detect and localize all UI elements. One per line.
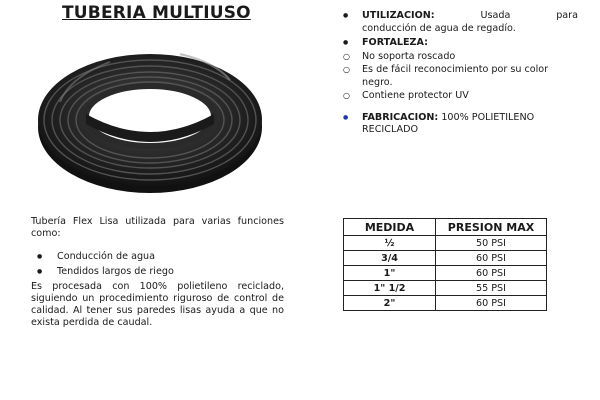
presion-cell: 50 PSI bbox=[436, 236, 547, 251]
presion-cell: 60 PSI bbox=[436, 266, 547, 281]
fortaleza-item bbox=[340, 37, 578, 50]
table-row bbox=[344, 296, 547, 311]
fortaleza-subitem: ○ Es de fácil reconocimiento por su color negro. bbox=[340, 64, 578, 89]
product-details bbox=[340, 10, 578, 137]
list-item: ● Conducción de agua bbox=[31, 251, 284, 263]
description-paragraph: Es procesada con 100% polietileno reciclado, siguiendo un procedimiento riguroso de control de calidad. Al tener sus paredes lisas ayuda a que no exista perdida de caudal. bbox=[31, 281, 284, 328]
fabricacion-text: 100% POLIETILENO RECICLADO bbox=[362, 111, 535, 135]
table-row bbox=[344, 281, 547, 296]
medida-cell: ½ bbox=[344, 236, 436, 251]
utilizacion-word: Usada bbox=[480, 10, 511, 21]
fortaleza-subitem: ○ Contiene protector UV bbox=[340, 90, 578, 103]
medida-cell: 2" bbox=[344, 296, 436, 311]
medida-cell: 1" bbox=[344, 266, 436, 281]
column-header-presion: PRESION MAX bbox=[436, 219, 547, 236]
utilizacion-item bbox=[340, 10, 578, 35]
medida-cell: 1" 1/2 bbox=[344, 281, 436, 296]
table-row bbox=[344, 251, 547, 266]
utilizacion-text: conducción de agua de regadío. bbox=[362, 22, 516, 34]
fortaleza-label: FORTALEZA: bbox=[362, 37, 428, 48]
fabricacion-item bbox=[340, 112, 578, 137]
pressure-table bbox=[343, 218, 547, 311]
list-item: ● Tendidos largos de riego bbox=[31, 266, 284, 278]
description-block bbox=[31, 216, 284, 329]
page-title: TUBERIA MULTIUSO bbox=[62, 3, 251, 23]
presion-cell: 60 PSI bbox=[436, 251, 547, 266]
presion-cell: 60 PSI bbox=[436, 296, 547, 311]
fabricacion-label: FABRICACION: bbox=[362, 111, 439, 123]
presion-cell: 55 PSI bbox=[436, 281, 547, 296]
utilizacion-word2: para bbox=[556, 10, 578, 21]
coiled-hose-image bbox=[30, 32, 270, 200]
table-header-row bbox=[344, 219, 547, 236]
intro-text: Tubería Flex Lisa utilizada para varias funciones como: bbox=[31, 216, 284, 239]
uses-list bbox=[31, 251, 284, 278]
medida-cell: 3/4 bbox=[344, 251, 436, 266]
column-header-medida: MEDIDA bbox=[344, 219, 436, 236]
table-row bbox=[344, 266, 547, 281]
table-row bbox=[344, 236, 547, 251]
fortaleza-subitem: ○ No soporta roscado bbox=[340, 51, 578, 64]
utilizacion-label: ● UTILIZACION: bbox=[362, 10, 435, 21]
